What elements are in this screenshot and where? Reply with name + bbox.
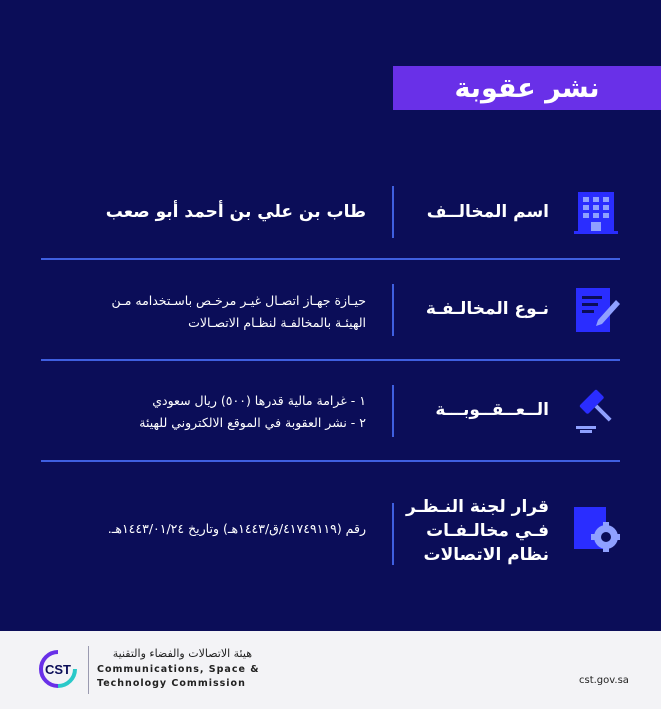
- value-decision: رقم (٤١٧٤٩١١٩/ق/١٤٤٣هـ) وتاريخ ١٤٤٣/٠١/٢٤هـ.: [107, 521, 366, 536]
- cst-logo: [34, 649, 82, 689]
- committee-line-2: فـي مخالـفـات: [426, 521, 549, 541]
- org-name-english: [97, 663, 260, 691]
- value-violation-type: [112, 290, 366, 334]
- committee-line-1: قرار لجنة النـظـر: [406, 497, 549, 517]
- page-title: نشر عقوبة: [454, 72, 600, 104]
- org-name-english-line-2: Technology Commission: [97, 678, 246, 689]
- org-name-arabic: هيئة الاتصالات والفضاء والتقنية: [112, 647, 252, 660]
- gavel-icon: [572, 386, 620, 434]
- org-name-english-line-1: Communications, Space &: [97, 664, 260, 675]
- label-violation-type: نـوع المخالـفـة: [425, 299, 549, 319]
- logo-divider: [88, 646, 89, 694]
- label-penalty: الــعــقــوبـــة: [435, 400, 549, 420]
- divider-horizontal: [41, 258, 620, 260]
- divider-horizontal: [41, 359, 620, 361]
- violation-line-1: حيـازة جهـاز اتصـال غيـر مرخـص باسـتخدامه مـن: [111, 293, 366, 308]
- divider-vertical: [392, 284, 394, 336]
- penalty-line-1: ١ - غرامة مالية قدرها (٥٠٠) ريال سعودي: [152, 393, 366, 408]
- building-icon: [572, 188, 620, 236]
- label-violator-name: اسم المخالــف: [426, 202, 549, 222]
- document-pen-icon: [572, 286, 620, 334]
- title-banner: [393, 66, 661, 110]
- website-link[interactable]: cst.gov.sa: [579, 675, 629, 686]
- value-violator-name: طاب بن علي بن أحمد أبو صعب: [105, 202, 366, 222]
- divider-vertical: [392, 503, 394, 565]
- penalty-line-2: ٢ - نشر العقوبة في الموقع الالكتروني للهيئة: [139, 415, 366, 430]
- value-penalty: [139, 390, 366, 434]
- divider-horizontal: [41, 460, 620, 462]
- violation-line-2: الهيئـة بالمخالفـة لنظـام الاتصـالات: [188, 315, 366, 330]
- committee-line-3: نظام الاتصالات: [423, 545, 549, 565]
- divider-vertical: [392, 186, 394, 238]
- gear-document-icon: [572, 505, 620, 553]
- label-committee-decision: [406, 495, 549, 567]
- logo-text: CST: [45, 662, 71, 677]
- divider-vertical: [392, 385, 394, 437]
